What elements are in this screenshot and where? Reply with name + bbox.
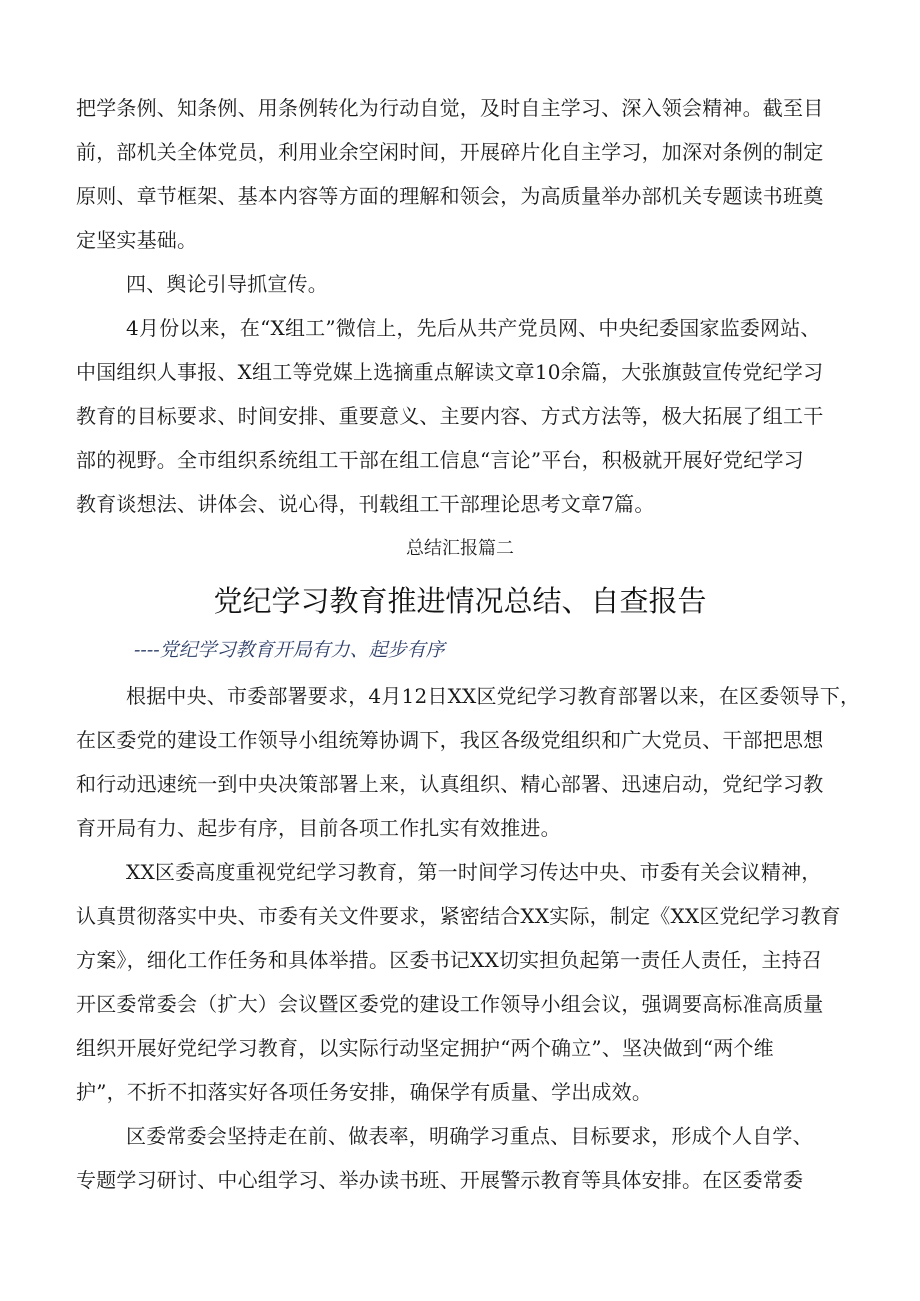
paragraph-line: 方案》，细化工作任务和具体举措。区委书记XX切实担负起第一责任人责任，主持召 xyxy=(76,948,823,972)
section-heading: 四、舆论引导抓宣传。 xyxy=(126,272,328,296)
paragraph-line: 认真贯彻落实中央、市委有关文件要求，紧密结合XX实际，制定《XX区党纪学习教育 xyxy=(76,904,841,928)
paragraph-line: 在区委党的建设工作领导小组统筹协调下，我区各级党组织和广大党员、干部把思想 xyxy=(76,728,824,752)
paragraph-line: 部的视野。全市组织系统组工干部在组工信息“言论”平台，积极就开展好党纪学习 xyxy=(76,448,804,472)
paragraph-line: 护”，不折不扣落实好各项任务安排，确保学有质量、学出成效。 xyxy=(76,1080,653,1104)
paragraph-line: 区委常委会坚持走在前、做表率，明确学习重点、目标要求，形成个人自学、 xyxy=(126,1124,813,1148)
paragraph-line: 4月份以来，在“X组工”微信上，先后从共产党员网、中央纪委国家监委网站、 xyxy=(126,316,821,340)
paragraph-line: 育开局有力、起步有序，目前各项工作扎实有效推进。 xyxy=(76,816,561,840)
paragraph-line: 前，部机关全体党员，利用业余空闲时间，开展碎片化自主学习，加深对条例的制定 xyxy=(76,140,824,164)
paragraph-line: 根据中央、市委部署要求，4月12日XX区党纪学习教育部署以来，在区委领导下， xyxy=(126,684,861,708)
paragraph-line: 教育谈想法、讲体会、说心得，刊载组工干部理论思考文章7篇。 xyxy=(76,492,655,516)
document-title: 党纪学习教育推进情况总结、自查报告 xyxy=(213,584,707,618)
paragraph-line: 把学条例、知条例、用条例转化为行动自觉，及时自主学习、深入领会精神。截至目 xyxy=(76,96,824,120)
paragraph-line: 教育的目标要求、时间安排、重要意义、主要内容、方式方法等，极大拓展了组工干 xyxy=(76,404,824,428)
paragraph-line: 组织开展好党纪学习教育，以实际行动坚定拥护“两个确立”、坚决做到“两个维 xyxy=(76,1036,774,1060)
section-label: 总结汇报篇二 xyxy=(406,538,514,559)
paragraph-line: 专题学习研讨、中心组学习、举办读书班、开展警示教育等具体安排。在区委常委 xyxy=(76,1168,804,1192)
document-subtitle: ----党纪学习教育开局有力、起步有序 xyxy=(134,639,445,661)
paragraph-line: 定坚实基础。 xyxy=(76,228,198,252)
paragraph-line: 原则、章节框架、基本内容等方面的理解和领会，为高质量举办部机关专题读书班奠 xyxy=(76,184,824,208)
paragraph-line: 和行动迅速统一到中央决策部署上来，认真组织、精心部署、迅速启动，党纪学习教 xyxy=(76,772,824,796)
paragraph-line: XX区委高度重视党纪学习教育，第一时间学习传达中央、市委有关会议精神， xyxy=(126,860,822,884)
paragraph-line: 开区委常委会（扩大）会议暨区委党的建设工作领导小组会议，强调要高标准高质量 xyxy=(76,992,824,1016)
paragraph-line: 中国组织人事报、X组工等党媒上选摘重点解读文章10余篇，大张旗鼓宣传党纪学习 xyxy=(76,360,824,384)
